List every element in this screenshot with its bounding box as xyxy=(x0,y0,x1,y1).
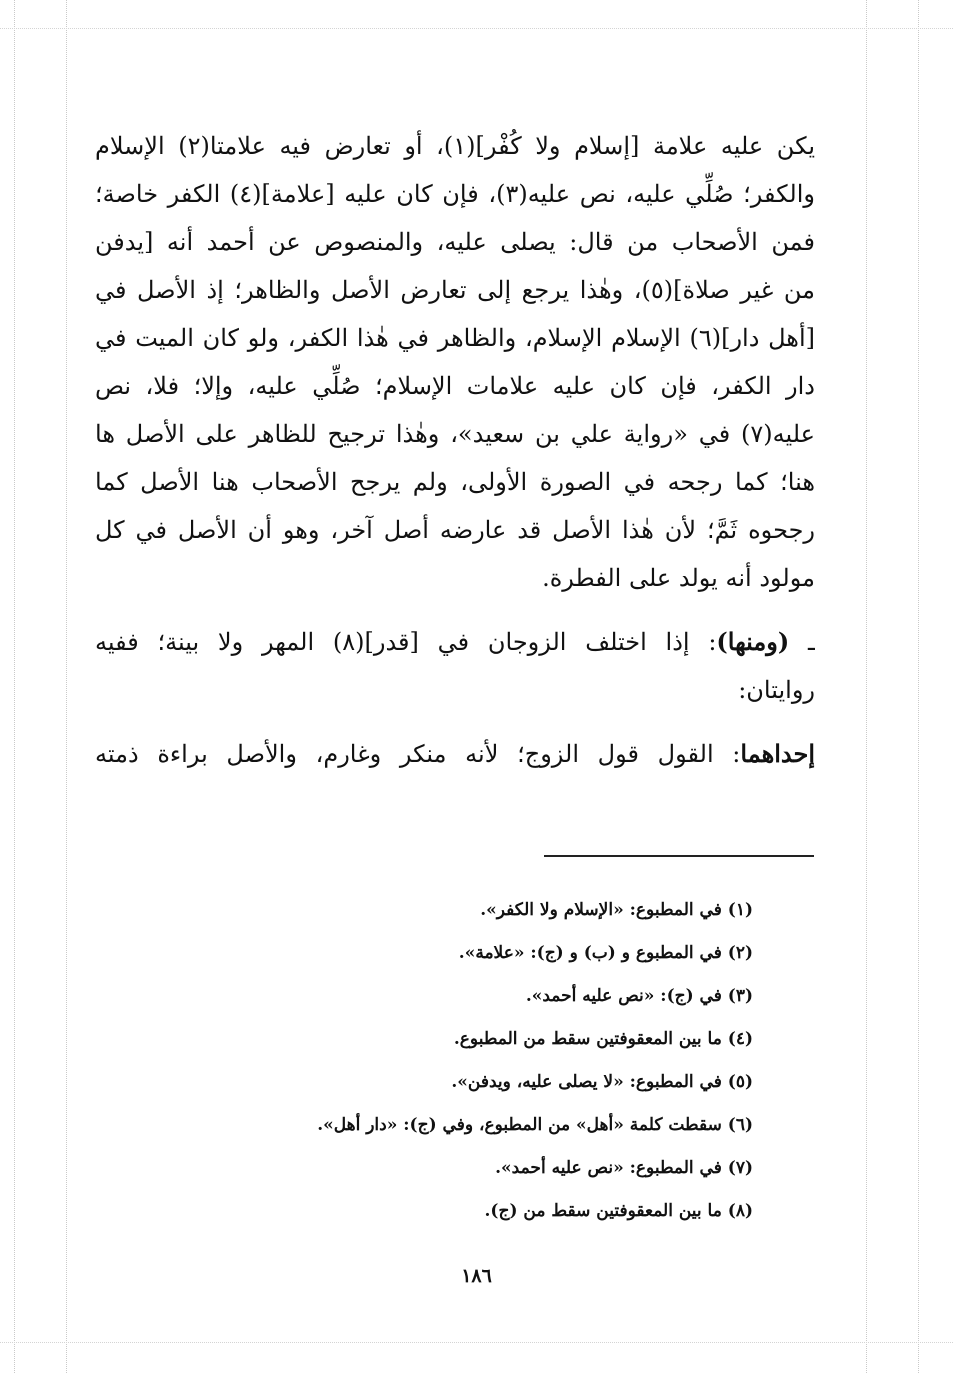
paragraph-2-line xyxy=(95,618,815,666)
text-line: يكن عليه علامة [إسلام ولا كُفْر](١)، أو تعارض فيه علامتا(٢) الإسلام xyxy=(95,132,815,160)
text-line: مولود أنه يولد على الفطرة. xyxy=(542,564,815,592)
scan-guide-line xyxy=(0,28,953,29)
text-line: من غير صلاة](٥)، وهٰذا يرجع إلى تعارض الأصل والظاهر؛ إذ الأصل في xyxy=(95,276,815,304)
text-line: والكفر؛ صُلِّي عليه، نص عليه(٣)، فإن كان عليه [علامة](٤) الكفر خاصة؛ xyxy=(95,180,815,208)
scan-guide-line xyxy=(866,0,867,1373)
scan-guide-line xyxy=(0,1342,953,1343)
main-text xyxy=(95,122,815,778)
footnote: (٨) ما بين المعقوفتين سقط من (ج). xyxy=(484,1201,753,1221)
text-line: هنا؛ كما رجحه في الصورة الأولى، ولم يرجح الأصحاب هنا الأصل كما xyxy=(95,468,815,496)
footnote: (٢) في المطبوع و (ب) و (ج): «علامة». xyxy=(458,943,753,963)
text-line: رجحوه ثَمَّ؛ لأن هٰذا الأصل قد عارضه أصل آخر، وهو أن الأصل في كل xyxy=(95,516,815,544)
scan-guide-line xyxy=(14,0,15,1373)
footnote-separator xyxy=(544,855,814,857)
footnote: (٥) في المطبوع: «لا يصلى عليه، ويدفن». xyxy=(451,1072,753,1092)
footnote: (٤) ما بين المعقوفتين سقط من المطبوع. xyxy=(453,1029,753,1049)
text-line: فمن الأصحاب من قال: يصلى عليه، والمنصوص عن أحمد أنه [يدفن xyxy=(95,228,815,256)
scan-guide-line xyxy=(66,0,67,1373)
paragraph-text: : إذا اختلف الزوجان في [قدر](٨) المهر ولا بينة؛ ففيه xyxy=(95,628,717,656)
paragraph-2-line: روايتان: xyxy=(738,676,815,704)
footnote: (٦) سقطت كلمة «أهل» من المطبوع، وفي (ج): «دار أهل». xyxy=(317,1115,753,1135)
paragraph-3-line xyxy=(95,730,815,778)
paragraph-lead: إحداهما xyxy=(740,739,815,768)
text-line: عليه(٧) في «رواية علي بن سعيد»، وهٰذا ترجيح للظاهر على الأصل ها xyxy=(95,420,815,448)
footnote: (٣) في (ج): «نص عليه أحمد». xyxy=(525,986,753,1006)
paragraph-text: : القول قول الزوج؛ لأنه منكر وغارم، والأصل براءة ذمته xyxy=(95,740,741,768)
footnote: (١) في المطبوع: «الإسلام ولا الكفر». xyxy=(480,900,753,920)
footnote: (٧) في المطبوع: «نص عليه أحمد». xyxy=(495,1158,753,1178)
text-line: دار الكفر، فإن كان عليه علامات الإسلام؛ صُلِّي عليه، وإلا؛ فلا، نص xyxy=(95,372,815,400)
dash-marker: ـ xyxy=(807,628,815,656)
text-line: [أهل دار](٦) الإسلام الإسلام، والظاهر في هٰذا الكفر، ولو كان الميت في xyxy=(95,324,815,352)
paragraph-lead: (ومنها) xyxy=(716,627,790,656)
scan-guide-line xyxy=(918,0,919,1373)
footnotes xyxy=(150,889,753,1233)
page-number: ١٨٦ xyxy=(461,1265,492,1287)
